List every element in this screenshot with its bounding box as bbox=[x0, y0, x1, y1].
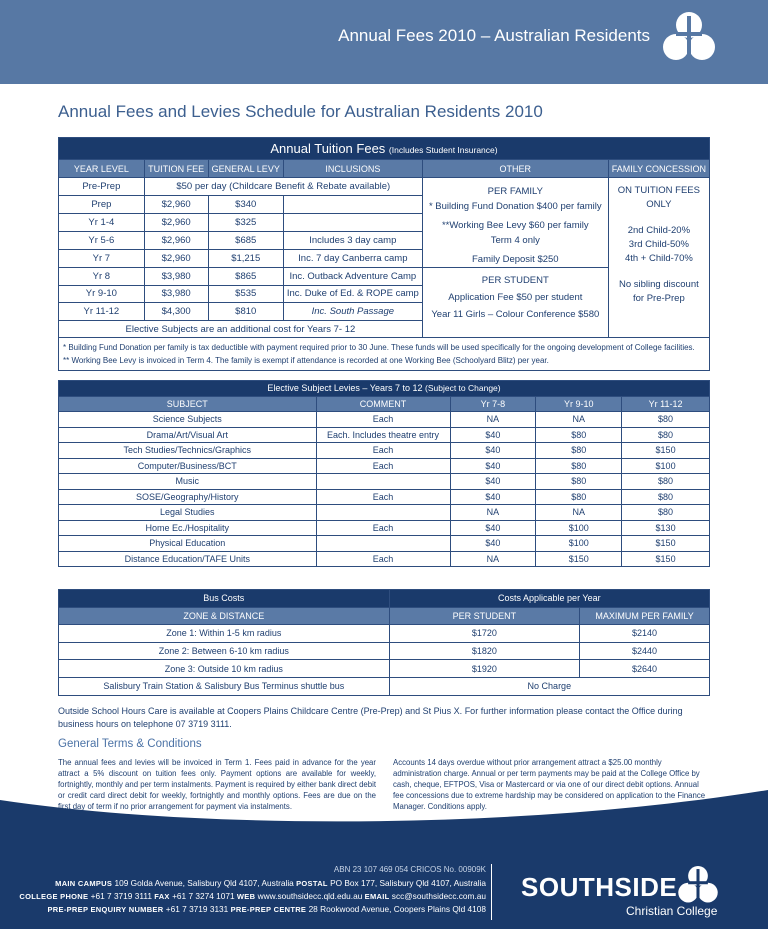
header-banner bbox=[0, 0, 768, 84]
yr-9-10-cell: NA bbox=[536, 505, 622, 521]
subject-cell: Drama/Art/Visual Art bbox=[59, 427, 317, 443]
zone-cell: Zone 1: Within 1-5 km radius bbox=[59, 625, 390, 643]
tuition-fees-table bbox=[58, 137, 710, 338]
year-level-cell: Yr 1-4 bbox=[59, 214, 145, 232]
col-tuition-fee: TUITION FEE bbox=[144, 160, 208, 178]
comment-cell: Each bbox=[316, 520, 450, 536]
year-level-cell: Pre-Prep bbox=[59, 178, 145, 196]
general-levy-cell: $865 bbox=[208, 268, 283, 286]
tuition-table-title bbox=[59, 138, 710, 160]
working-bee-text: **Working Bee Levy $60 per family bbox=[441, 220, 589, 231]
concession-heading: ON TUITION FEES ONLY bbox=[617, 185, 700, 210]
max-family-cell: $2440 bbox=[580, 642, 710, 660]
subject-cell: SOSE/Geography/History bbox=[59, 489, 317, 505]
comment-cell: Each. Includes theatre entry bbox=[316, 427, 450, 443]
table-row bbox=[59, 178, 710, 196]
table-row bbox=[59, 505, 710, 521]
email-link[interactable]: scc@southsidecc.com.au bbox=[391, 891, 486, 901]
col-max-per-family: MAXIMUM PER FAMILY bbox=[580, 607, 710, 625]
general-levy-cell: $535 bbox=[208, 285, 283, 303]
col-yr-11-12: Yr 11-12 bbox=[622, 396, 710, 412]
application-fee-text: Application Fee $50 per student bbox=[448, 292, 583, 303]
per-student-cell: $1820 bbox=[389, 642, 579, 660]
subject-cell: Physical Education bbox=[59, 536, 317, 552]
elective-levies-table bbox=[58, 380, 710, 567]
col-comment: COMMENT bbox=[316, 396, 450, 412]
inclusion-cell: Inc. South Passage bbox=[283, 303, 422, 321]
tuition-fee-cell: $3,980 bbox=[144, 268, 208, 286]
tuition-fee-cell: $2,960 bbox=[144, 196, 208, 214]
col-family-concession: FAMILY CONCESSION bbox=[608, 160, 709, 178]
yr-7-8-cell: $40 bbox=[450, 474, 536, 490]
concession-4th-child: 4th + Child-70% bbox=[624, 253, 693, 264]
subject-cell: Computer/Business/BCT bbox=[59, 458, 317, 474]
footer-line-contact bbox=[19, 891, 486, 901]
tuition-title-text: Annual Tuition Fees bbox=[270, 141, 386, 156]
term-4-text: Term 4 only bbox=[490, 235, 540, 246]
subject-cell: Distance Education/TAFE Units bbox=[59, 551, 317, 567]
table-row bbox=[59, 412, 710, 428]
yr-7-8-cell: NA bbox=[450, 412, 536, 428]
general-levy-cell: $685 bbox=[208, 232, 283, 250]
tuition-fee-cell: $4,300 bbox=[144, 303, 208, 321]
header-title: Annual Fees 2010 – Australian Residents bbox=[338, 26, 650, 45]
phone-label: COLLEGE PHONE bbox=[19, 892, 89, 901]
yr-11-12-cell: $100 bbox=[622, 458, 710, 474]
table-row bbox=[59, 677, 710, 695]
general-levy-cell: $1,215 bbox=[208, 250, 283, 268]
colour-conference-text: Year 11 Girls – Colour Conference $580 bbox=[431, 309, 600, 320]
costs-per-year-title: Costs Applicable per Year bbox=[389, 590, 709, 608]
zone-cell: Zone 3: Outside 10 km radius bbox=[59, 660, 390, 678]
per-student-heading: PER STUDENT bbox=[481, 275, 549, 286]
tuition-fee-cell: $2,960 bbox=[144, 214, 208, 232]
building-fund-text: * Building Fund Donation $400 per family bbox=[428, 201, 602, 212]
year-level-cell: Yr 11-12 bbox=[59, 303, 145, 321]
tuition-fee-cell: $2,960 bbox=[144, 232, 208, 250]
max-family-cell: $2140 bbox=[580, 625, 710, 643]
postal-address: PO Box 177, Salisbury Qld 4107, Australia bbox=[330, 878, 486, 888]
subject-cell: Home Ec./Hospitality bbox=[59, 520, 317, 536]
email-label: EMAIL bbox=[364, 892, 390, 901]
no-sibling-discount-text: No sibling discount bbox=[619, 279, 699, 290]
elective-title-note: (Subject to Change) bbox=[425, 383, 501, 394]
table-row bbox=[59, 489, 710, 505]
college-phone: +61 7 3719 3111 bbox=[90, 891, 152, 901]
subject-cell: Music bbox=[59, 474, 317, 490]
col-inclusions: INCLUSIONS bbox=[283, 160, 422, 178]
year-level-cell: Prep bbox=[59, 196, 145, 214]
yr-9-10-cell: $100 bbox=[536, 520, 622, 536]
table-row bbox=[59, 551, 710, 567]
col-other: OTHER bbox=[422, 160, 608, 178]
preprep-centre-label: PRE-PREP CENTRE bbox=[230, 905, 307, 914]
col-year-level: YEAR LEVEL bbox=[59, 160, 145, 178]
fax-number: +61 7 3274 1071 bbox=[172, 891, 235, 901]
yr-9-10-cell: $80 bbox=[536, 443, 622, 459]
subject-cell: Legal Studies bbox=[59, 505, 317, 521]
yr-9-10-cell: $100 bbox=[536, 536, 622, 552]
tuition-fee-cell: $3,980 bbox=[144, 285, 208, 303]
tuition-fee-cell: $2,960 bbox=[144, 250, 208, 268]
subject-cell: Tech Studies/Technics/Graphics bbox=[59, 443, 317, 459]
outside-school-hours-care-text: Outside School Hours Care is available at Coopers Plains Childcare Centre (Pre-Prep) and St Pius X. For further information please contact the Office during business hours on telephone 07 3719 3111. bbox=[58, 706, 683, 729]
elective-note-cell: Elective Subjects are an additional cost for Years 7- 12 bbox=[59, 320, 423, 338]
footer-abn: ABN 23 107 469 054 CRICOS No. 00909K bbox=[333, 865, 486, 874]
yr-9-10-cell: $80 bbox=[536, 474, 622, 490]
table-row bbox=[59, 458, 710, 474]
yr-7-8-cell: $40 bbox=[450, 458, 536, 474]
year-level-cell: Yr 9-10 bbox=[59, 285, 145, 303]
yr-11-12-cell: $150 bbox=[622, 551, 710, 567]
yr-7-8-cell: NA bbox=[450, 505, 536, 521]
other-per-student-cell bbox=[422, 268, 608, 338]
zone-cell: Zone 2: Between 6-10 km radius bbox=[59, 642, 390, 660]
preprep-fee-cell: $50 per day (Childcare Benefit & Rebate available) bbox=[144, 178, 422, 196]
general-levy-cell: $810 bbox=[208, 303, 283, 321]
terms-heading: General Terms & Conditions bbox=[58, 738, 202, 750]
inclusion-cell: Includes 3 day camp bbox=[283, 232, 422, 250]
yr-7-8-cell: $40 bbox=[450, 489, 536, 505]
concession-3rd-child: 3rd Child-50% bbox=[628, 239, 689, 250]
per-student-cell: $1920 bbox=[389, 660, 579, 678]
main-campus-address: 109 Golda Avenue, Salisbury Qld 4107, Australia bbox=[114, 878, 294, 888]
yr-7-8-cell: NA bbox=[450, 551, 536, 567]
web-label: WEB bbox=[236, 892, 256, 901]
per-family-heading: PER FAMILY bbox=[487, 186, 543, 197]
col-zone-distance: ZONE & DISTANCE bbox=[59, 607, 390, 625]
yr-9-10-cell: NA bbox=[536, 412, 622, 428]
footer-divider bbox=[491, 864, 492, 920]
shuttle-value-cell: No Charge bbox=[389, 677, 709, 695]
yr-11-12-cell: $80 bbox=[622, 474, 710, 490]
yr-11-12-cell: $150 bbox=[622, 536, 710, 552]
table-row bbox=[59, 443, 710, 459]
subject-cell: Science Subjects bbox=[59, 412, 317, 428]
bus-costs-title: Bus Costs bbox=[59, 590, 390, 608]
table-row bbox=[59, 427, 710, 443]
yr-11-12-cell: $80 bbox=[622, 412, 710, 428]
preprep-centre-address: 28 Rookwood Avenue, Coopers Plains Qld 4108 bbox=[308, 904, 486, 914]
table-row bbox=[59, 625, 710, 643]
brand-name: SOUTHSIDE bbox=[521, 872, 678, 902]
table-row bbox=[59, 642, 710, 660]
yr-11-12-cell: $80 bbox=[622, 505, 710, 521]
max-family-cell: $2640 bbox=[580, 660, 710, 678]
for-preprep-text: for Pre-Prep bbox=[633, 293, 685, 304]
footer-line-preprep bbox=[48, 904, 487, 914]
bus-costs-table bbox=[58, 589, 710, 696]
year-level-cell: Yr 7 bbox=[59, 250, 145, 268]
col-yr-7-8: Yr 7-8 bbox=[450, 396, 536, 412]
page-title: Annual Fees and Levies Schedule for Australian Residents 2010 bbox=[58, 102, 543, 121]
comment-cell bbox=[316, 505, 450, 521]
col-subject: SUBJECT bbox=[59, 396, 317, 412]
col-yr-9-10: Yr 9-10 bbox=[536, 396, 622, 412]
brand-subtitle: Christian College bbox=[626, 904, 718, 918]
comment-cell: Each bbox=[316, 412, 450, 428]
yr-9-10-cell: $80 bbox=[536, 427, 622, 443]
year-level-cell: Yr 5-6 bbox=[59, 232, 145, 250]
comment-cell bbox=[316, 536, 450, 552]
comment-cell bbox=[316, 474, 450, 490]
tuition-fees-section bbox=[58, 137, 710, 371]
footnote-building-fund: * Building Fund Donation per family is tax deductible with payment required prior to 30 June. These funds will be used specifically for the ongoing development of College facilities. bbox=[63, 343, 695, 353]
comment-cell: Each bbox=[316, 551, 450, 567]
inclusion-cell: Inc. Duke of Ed. & ROPE camp bbox=[283, 285, 422, 303]
yr-7-8-cell: $40 bbox=[450, 427, 536, 443]
col-general-levy: GENERAL LEVY bbox=[208, 160, 283, 178]
comment-cell: Each bbox=[316, 489, 450, 505]
per-student-cell: $1720 bbox=[389, 625, 579, 643]
other-per-family-cell bbox=[422, 178, 608, 268]
terms-right-paragraph: Accounts 14 days overdue without prior arrangement attract a $25.00 monthly administration charge. Annual or per term payments may be paid at the College Office by cash, cheque, EFTPOS, Visa or Mastercard or via one of our direct debit options. Annual fee concessions due to extreme hardship may be considered on application to the Finance Manager. Conditions apply. bbox=[393, 758, 706, 811]
table-row bbox=[59, 520, 710, 536]
yr-9-10-cell: $150 bbox=[536, 551, 622, 567]
yr-11-12-cell: $150 bbox=[622, 443, 710, 459]
yr-9-10-cell: $80 bbox=[536, 458, 622, 474]
elective-table-title bbox=[59, 381, 710, 397]
yr-7-8-cell: $40 bbox=[450, 520, 536, 536]
inclusion-cell bbox=[283, 196, 422, 214]
terms-left-paragraph: The annual fees and levies will be invoiced in Term 1. Fees paid in advance for the year attract a 5% discount on tuition fees only. Payment options are available for weekly, fortnightly, monthly and per term instalments. Payment is required by either bank direct debit or credit card direct debit for weekly, fortnightly and monthly options. Fees are due on the first day of term if no prior arrangement for payment via instalments. bbox=[58, 758, 376, 811]
footer-line-campus bbox=[55, 878, 486, 888]
table-row bbox=[59, 660, 710, 678]
postal-label: POSTAL bbox=[296, 879, 328, 888]
preprep-enquiry-label: PRE-PREP ENQUIRY NUMBER bbox=[47, 905, 164, 914]
inclusion-cell bbox=[283, 214, 422, 232]
tuition-footnotes bbox=[58, 338, 710, 371]
preprep-phone: +61 7 3719 3131 bbox=[165, 904, 229, 914]
elective-levies-section bbox=[58, 380, 710, 567]
elective-title-text: Elective Subject Levies – Years 7 to 12 bbox=[267, 383, 423, 394]
general-levy-cell: $325 bbox=[208, 214, 283, 232]
yr-11-12-cell: $130 bbox=[622, 520, 710, 536]
inclusion-cell: Inc. 7 day Canberra camp bbox=[283, 250, 422, 268]
three-circles-cross-logo-icon bbox=[676, 864, 720, 906]
yr-7-8-cell: $40 bbox=[450, 443, 536, 459]
table-row bbox=[59, 474, 710, 490]
yr-11-12-cell: $80 bbox=[622, 427, 710, 443]
family-concession-cell bbox=[608, 178, 709, 338]
fax-label: FAX bbox=[154, 892, 170, 901]
comment-cell: Each bbox=[316, 443, 450, 459]
table-row bbox=[59, 536, 710, 552]
family-deposit-text: Family Deposit $250 bbox=[471, 254, 559, 265]
yr-7-8-cell: $40 bbox=[450, 536, 536, 552]
main-campus-label: MAIN CAMPUS bbox=[55, 879, 113, 888]
web-link[interactable]: www.southsidecc.qld.edu.au bbox=[257, 891, 363, 901]
footnote-working-bee: ** Working Bee Levy is invoiced in Term 4. The family is exempt if attendance is recorded at one Working Bee (Schoolyard Blitz) per year. bbox=[63, 356, 549, 366]
concession-2nd-child: 2nd Child-20% bbox=[627, 225, 691, 236]
general-levy-cell: $340 bbox=[208, 196, 283, 214]
shuttle-label-cell: Salisbury Train Station & Salisbury Bus Terminus shuttle bus bbox=[59, 677, 390, 695]
year-level-cell: Yr 8 bbox=[59, 268, 145, 286]
col-per-student: PER STUDENT bbox=[389, 607, 579, 625]
inclusion-cell: Inc. Outback Adventure Camp bbox=[283, 268, 422, 286]
tuition-title-note: (Includes Student Insurance) bbox=[388, 145, 498, 155]
yr-11-12-cell: $80 bbox=[622, 489, 710, 505]
bus-costs-section bbox=[58, 589, 710, 696]
comment-cell: Each bbox=[316, 458, 450, 474]
yr-9-10-cell: $80 bbox=[536, 489, 622, 505]
three-circles-cross-logo-icon bbox=[660, 10, 718, 64]
